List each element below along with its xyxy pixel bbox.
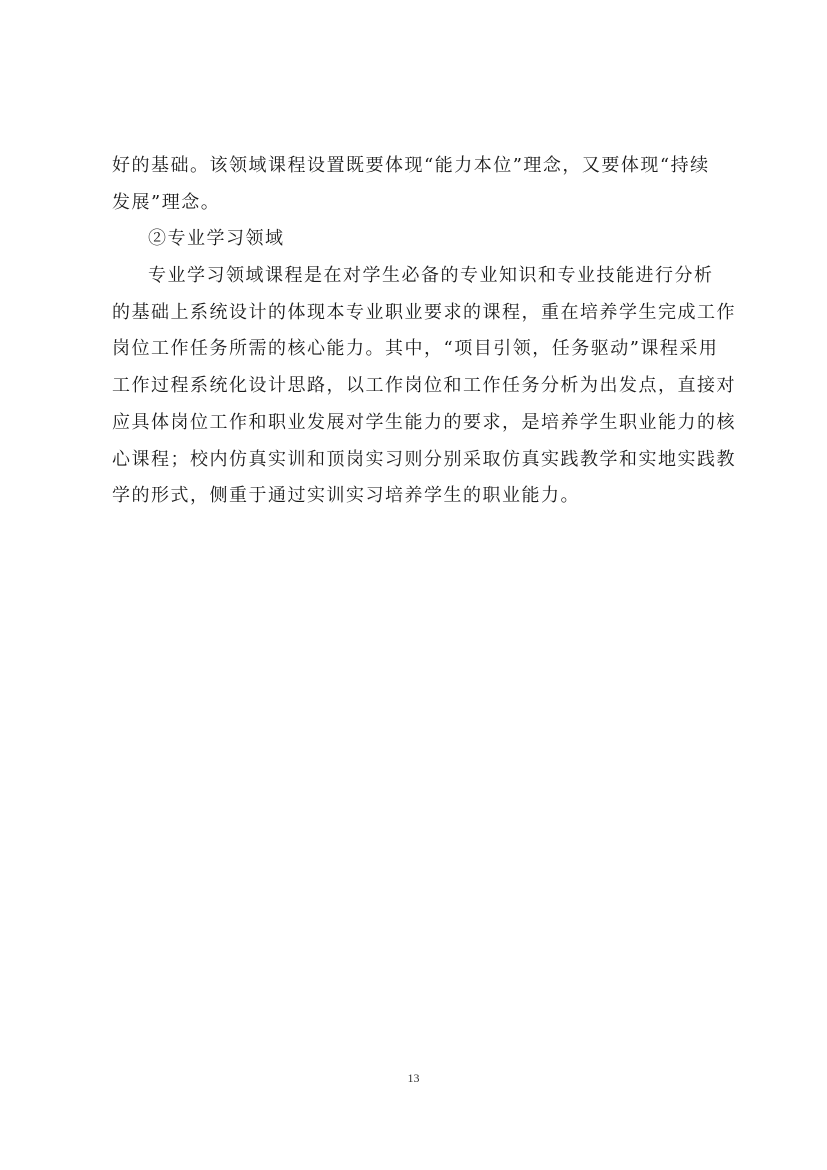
text-line: 心课程；校内仿真实训和顶岗实习则分别采取仿真实践教学和实地实践教 (112, 448, 736, 470)
page-number: 13 (407, 1071, 420, 1085)
section-heading-text: ②专业学习领域 (148, 228, 285, 250)
text-line: 好的基础。该领域课程设置既要体现“能力本位”理念，又要体现“持续 (112, 155, 710, 176)
text-line: 发展”理念。 (112, 191, 221, 213)
section-heading (112, 221, 724, 258)
text-line: 岗位工作任务所需的核心能力。其中，“项目引领，任务驱动”课程采用 (112, 338, 719, 360)
document-body (112, 148, 736, 515)
text-line: 工作过程系统化设计思路，以工作岗位和工作任务分析为出发点，直接对 (112, 375, 736, 397)
text-line: 的基础上系统设计的体现本专业职业要求的课程，重在培养学生完成工作 (112, 301, 736, 323)
paragraph-professional-learning (112, 258, 736, 515)
text-line: 应具体岗位工作和职业发展对学生能力的要求，是培养学生职业能力的核 (112, 411, 736, 433)
text-line: 学的形式，侧重于通过实训实习培养学生的职业能力。 (112, 485, 580, 507)
text-line: 专业学习领域课程是在对学生必备的专业知识和专业技能进行分析 (148, 265, 714, 287)
paragraph-continuation (112, 148, 724, 221)
